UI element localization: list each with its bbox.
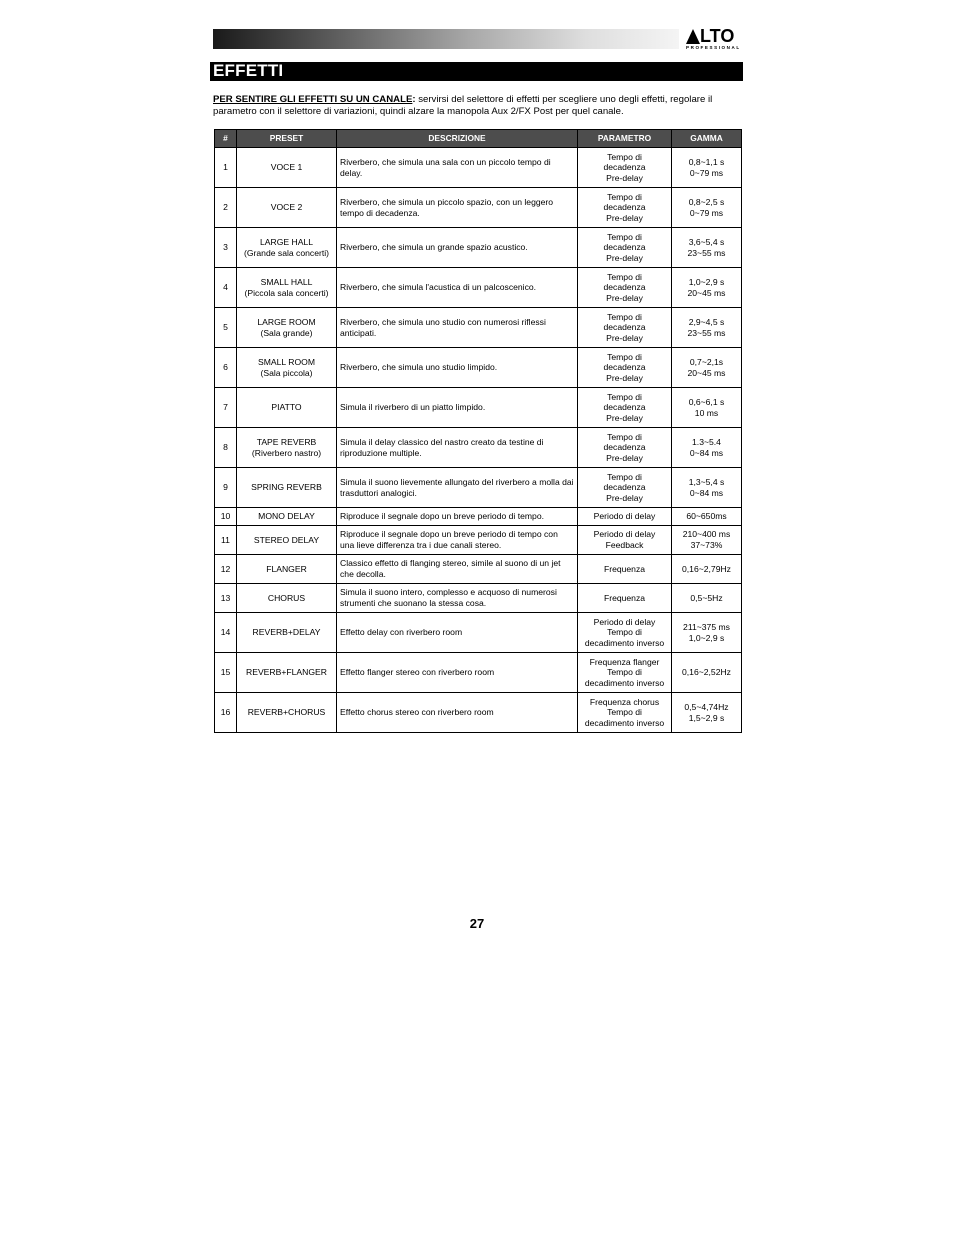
cell-preset: [237, 508, 337, 526]
parameter-line: decadenza: [603, 322, 646, 333]
range-line: 0,16~2,79Hz: [682, 563, 731, 574]
parameter-line: Tempo di: [607, 627, 642, 638]
cell-parameter: [578, 584, 672, 613]
table-row: [215, 584, 742, 613]
cell-number: 15: [215, 653, 237, 693]
parameter-line: Periodo di delay: [593, 511, 656, 522]
range-line: 0,5~5Hz: [690, 592, 723, 603]
table-row: [215, 693, 742, 733]
parameter-line: Periodo di delay: [593, 529, 656, 540]
cell-preset: [237, 308, 337, 348]
range-line: 1.3~5.4: [692, 436, 721, 447]
range-line: 60~650ms: [686, 511, 727, 522]
cell-preset: [237, 148, 337, 188]
parameter-line: Frequenza flanger: [589, 656, 660, 667]
parameter-line: Tempo di: [607, 151, 642, 162]
table-header-row: [215, 130, 742, 148]
parameter-line: Frequenza: [603, 563, 646, 574]
cell-number: 3: [215, 228, 237, 268]
logo-triangle-icon: [686, 29, 700, 44]
range-line: 1,3~5,4 s: [688, 476, 725, 487]
range-line: 0,5~4,74Hz: [684, 701, 729, 712]
cell-range: [672, 468, 742, 508]
table-row: [215, 348, 742, 388]
preset-line: REVERB+CHORUS: [247, 707, 326, 718]
cell-description: Effetto delay con riverbero room: [337, 613, 578, 653]
cell-description: Riverbero, che simula l'acustica di un palcoscenico.: [337, 268, 578, 308]
cell-number: 10: [215, 508, 237, 526]
cell-preset: [237, 526, 337, 555]
preset-line: (Grande sala concerti): [243, 247, 330, 258]
cell-description: Riverbero, che simula un piccolo spazio, con un leggero tempo di decadenza.: [337, 188, 578, 228]
cell-number: 13: [215, 584, 237, 613]
cell-number: 14: [215, 613, 237, 653]
range-line: 23~55 ms: [687, 327, 726, 338]
parameter-line: decadenza: [603, 162, 646, 173]
preset-line: SMALL ROOM: [258, 356, 315, 367]
preset-line: VOCE 1: [270, 162, 303, 173]
preset-line: CHORUS: [267, 592, 306, 603]
cell-parameter: [578, 555, 672, 584]
parameter-line: Tempo di: [607, 667, 642, 678]
table-row: [215, 268, 742, 308]
cell-parameter: [578, 468, 672, 508]
cell-range: [672, 148, 742, 188]
parameter-line: Tempo di: [607, 471, 642, 482]
cell-number: 12: [215, 555, 237, 584]
logo-subtext: PROFESSIONAL: [686, 45, 741, 50]
table-body: [215, 148, 742, 733]
cell-preset: [237, 693, 337, 733]
parameter-line: Tempo di: [607, 271, 642, 282]
cell-range: [672, 693, 742, 733]
range-line: 0~84 ms: [689, 447, 724, 458]
cell-parameter: [578, 613, 672, 653]
cell-preset: [237, 348, 337, 388]
table-row: [215, 308, 742, 348]
parameter-line: Tempo di: [607, 707, 642, 718]
cell-preset: [237, 228, 337, 268]
cell-parameter: [578, 388, 672, 428]
table-row: [215, 526, 742, 555]
preset-line: (Sala grande): [260, 327, 313, 338]
cell-description: Effetto chorus stereo con riverbero room: [337, 693, 578, 733]
range-line: 0~79 ms: [689, 167, 724, 178]
parameter-line: Pre-delay: [606, 292, 643, 303]
parameter-line: decadenza: [603, 442, 646, 453]
cell-preset: [237, 388, 337, 428]
cell-range: [672, 188, 742, 228]
range-line: 23~55 ms: [687, 247, 726, 258]
range-line: 20~45 ms: [687, 367, 726, 378]
logo-word: LTO: [700, 26, 735, 46]
cell-number: 4: [215, 268, 237, 308]
cell-parameter: [578, 653, 672, 693]
range-line: 2,9~4,5 s: [688, 316, 725, 327]
range-line: 0,6~6,1 s: [688, 396, 725, 407]
parameter-line: Tempo di: [607, 311, 642, 322]
header-gradient-bar: [213, 29, 679, 49]
parameter-line: Pre-delay: [606, 372, 643, 383]
cell-description: Simula il riverbero di un piatto limpido.: [337, 388, 578, 428]
preset-line: (Riverbero nastro): [251, 447, 322, 458]
range-line: 0~84 ms: [689, 487, 724, 498]
parameter-line: decadenza: [603, 362, 646, 373]
preset-line: TAPE REVERB: [256, 436, 317, 447]
cell-range: [672, 388, 742, 428]
parameter-line: Pre-delay: [606, 212, 643, 223]
cell-preset: [237, 188, 337, 228]
range-line: 37~73%: [690, 540, 723, 550]
parameter-line: Pre-delay: [606, 492, 643, 503]
parameter-line: Feedback: [605, 540, 644, 550]
parameter-line: decadenza: [603, 402, 646, 413]
cell-description: Riverbero, che simula uno studio con numerosi riflessi anticipati.: [337, 308, 578, 348]
page-number: 27: [469, 916, 485, 931]
parameter-line: Tempo di: [607, 351, 642, 362]
table-row: [215, 148, 742, 188]
cell-description: Simula il suono lievemente allungato del riverbero a molla dai trasduttori analogici.: [337, 468, 578, 508]
cell-parameter: [578, 508, 672, 526]
cell-preset: [237, 613, 337, 653]
table-row: [215, 653, 742, 693]
range-line: 0,8~1,1 s: [688, 156, 725, 167]
cell-range: [672, 508, 742, 526]
cell-parameter: [578, 428, 672, 468]
preset-line: REVERB+FLANGER: [246, 667, 327, 678]
cell-preset: [237, 268, 337, 308]
parameter-line: Pre-delay: [606, 172, 643, 183]
cell-preset: [237, 555, 337, 584]
cell-range: [672, 555, 742, 584]
cell-description: Effetto flanger stereo con riverbero room: [337, 653, 578, 693]
preset-line: STEREO DELAY: [253, 534, 320, 545]
col-header-number: #: [215, 130, 237, 148]
parameter-line: Tempo di: [607, 191, 642, 202]
cell-description: Simula il delay classico del nastro creato da testine di riproduzione multiple.: [337, 428, 578, 468]
range-line: 211~375 ms: [683, 621, 730, 632]
cell-parameter: [578, 188, 672, 228]
cell-range: [672, 584, 742, 613]
table-row: [215, 428, 742, 468]
intro-paragraph: PER SENTIRE GLI EFFETTI SU UN CANALE: servirsi del selettore di effetti per scegliere uno degli effetti, regolare il parametro con il selettore di variazioni, quindi alzare la manopola Aux 2/FX Post per quel canale.: [213, 94, 713, 117]
cell-description: Classico effetto di flanging stereo, simile al suono di un jet che decolla.: [337, 555, 578, 584]
cell-range: [672, 428, 742, 468]
range-line: 210~400 ms: [682, 529, 731, 540]
parameter-line: Frequenza chorus: [589, 696, 660, 707]
preset-line: SPRING REVERB: [251, 482, 322, 493]
table-row: [215, 388, 742, 428]
effects-table: [214, 129, 742, 733]
preset-line: LARGE ROOM: [257, 316, 316, 327]
cell-number: 6: [215, 348, 237, 388]
range-line: 3,6~5,4 s: [688, 236, 725, 247]
preset-line: REVERB+DELAY: [252, 627, 321, 638]
cell-parameter: [578, 148, 672, 188]
cell-description: Riproduce il segnale dopo un breve periodo di tempo con una lieve differenza tra i due canali stereo.: [337, 526, 578, 555]
cell-description: Riverbero, che simula un grande spazio acustico.: [337, 228, 578, 268]
preset-line: (Piccola sala concerti): [244, 287, 329, 298]
cell-preset: [237, 428, 337, 468]
table-row: [215, 508, 742, 526]
cell-description: Riproduce il segnale dopo un breve periodo di tempo.: [337, 508, 578, 526]
cell-parameter: [578, 526, 672, 555]
cell-description: Riverbero, che simula una sala con un piccolo tempo di delay.: [337, 148, 578, 188]
cell-parameter: [578, 308, 672, 348]
cell-parameter: [578, 268, 672, 308]
preset-line: VOCE 2: [270, 202, 303, 213]
cell-number: 9: [215, 468, 237, 508]
section-title: EFFETTI: [213, 61, 284, 80]
col-header-description: DESCRIZIONE: [337, 130, 578, 148]
cell-parameter: [578, 228, 672, 268]
parameter-line: Tempo di: [607, 431, 642, 442]
cell-range: [672, 348, 742, 388]
parameter-line: decadenza: [603, 282, 646, 293]
parameter-line: decadenza: [603, 202, 646, 213]
cell-preset: [237, 584, 337, 613]
parameter-line: decadimento inverso: [584, 637, 665, 648]
parameter-line: Tempo di: [607, 391, 642, 402]
range-line: 20~45 ms: [687, 287, 726, 298]
cell-description: Simula il suono intero, complesso e acquoso di numerosi strumenti che suonano la stessa cosa.: [337, 584, 578, 613]
parameter-line: Pre-delay: [606, 252, 643, 263]
cell-range: [672, 228, 742, 268]
cell-parameter: [578, 693, 672, 733]
range-line: 10 ms: [694, 407, 719, 418]
preset-line: (Sala piccola): [260, 367, 313, 378]
alto-logo: [686, 26, 744, 51]
table-row: [215, 228, 742, 268]
range-line: 0,7~2,1s: [689, 356, 724, 367]
cell-parameter: [578, 348, 672, 388]
col-header-preset: PRESET: [237, 130, 337, 148]
parameter-line: Periodo di delay: [593, 616, 656, 627]
cell-range: [672, 308, 742, 348]
table-row: [215, 188, 742, 228]
cell-range: [672, 653, 742, 693]
parameter-line: Pre-delay: [606, 452, 643, 463]
parameter-line: Frequenza: [603, 592, 646, 603]
table-row: [215, 555, 742, 584]
cell-range: [672, 268, 742, 308]
parameter-line: decadimento inverso: [584, 677, 665, 688]
range-line: 1,5~2,9 s: [688, 712, 725, 723]
parameter-line: decadimento inverso: [584, 717, 665, 728]
cell-number: 7: [215, 388, 237, 428]
range-line: 1,0~2,9 s: [688, 276, 725, 287]
parameter-line: Pre-delay: [606, 412, 643, 423]
section-title-bar: [210, 62, 743, 81]
parameter-line: Tempo di: [607, 231, 642, 242]
intro-label: PER SENTIRE GLI EFFETTI SU UN CANALE: [213, 94, 413, 105]
cell-description: Riverbero, che simula uno studio limpido.: [337, 348, 578, 388]
preset-line: SMALL HALL: [260, 276, 313, 287]
range-line: 0,16~2,52Hz: [682, 667, 731, 678]
cell-number: 8: [215, 428, 237, 468]
preset-line: FLANGER: [266, 563, 307, 574]
table-row: [215, 613, 742, 653]
range-line: 0~79 ms: [689, 207, 724, 218]
cell-range: [672, 526, 742, 555]
preset-line: PIATTO: [271, 402, 302, 413]
cell-preset: [237, 468, 337, 508]
cell-range: [672, 613, 742, 653]
parameter-line: decadenza: [603, 482, 646, 493]
parameter-line: Pre-delay: [606, 332, 643, 343]
cell-preset: [237, 653, 337, 693]
col-header-parameter: PARAMETRO: [578, 130, 672, 148]
cell-number: 11: [215, 526, 237, 555]
range-line: 1,0~2,9 s: [688, 632, 725, 643]
preset-line: LARGE HALL: [259, 236, 314, 247]
cell-number: 1: [215, 148, 237, 188]
table-row: [215, 468, 742, 508]
preset-line: MONO DELAY: [258, 511, 315, 522]
col-header-range: GAMMA: [672, 130, 742, 148]
cell-number: 5: [215, 308, 237, 348]
cell-number: 2: [215, 188, 237, 228]
intro-text: servirsi del selettore di effetti per scegliere uno degli effetti, regolare il parametro con il selettore di variazioni, quindi alzare la manopola Aux 2/FX Post per quel canale.: [213, 94, 713, 117]
range-line: 0,8~2,5 s: [688, 196, 725, 207]
cell-number: 16: [215, 693, 237, 733]
parameter-line: decadenza: [603, 242, 646, 253]
